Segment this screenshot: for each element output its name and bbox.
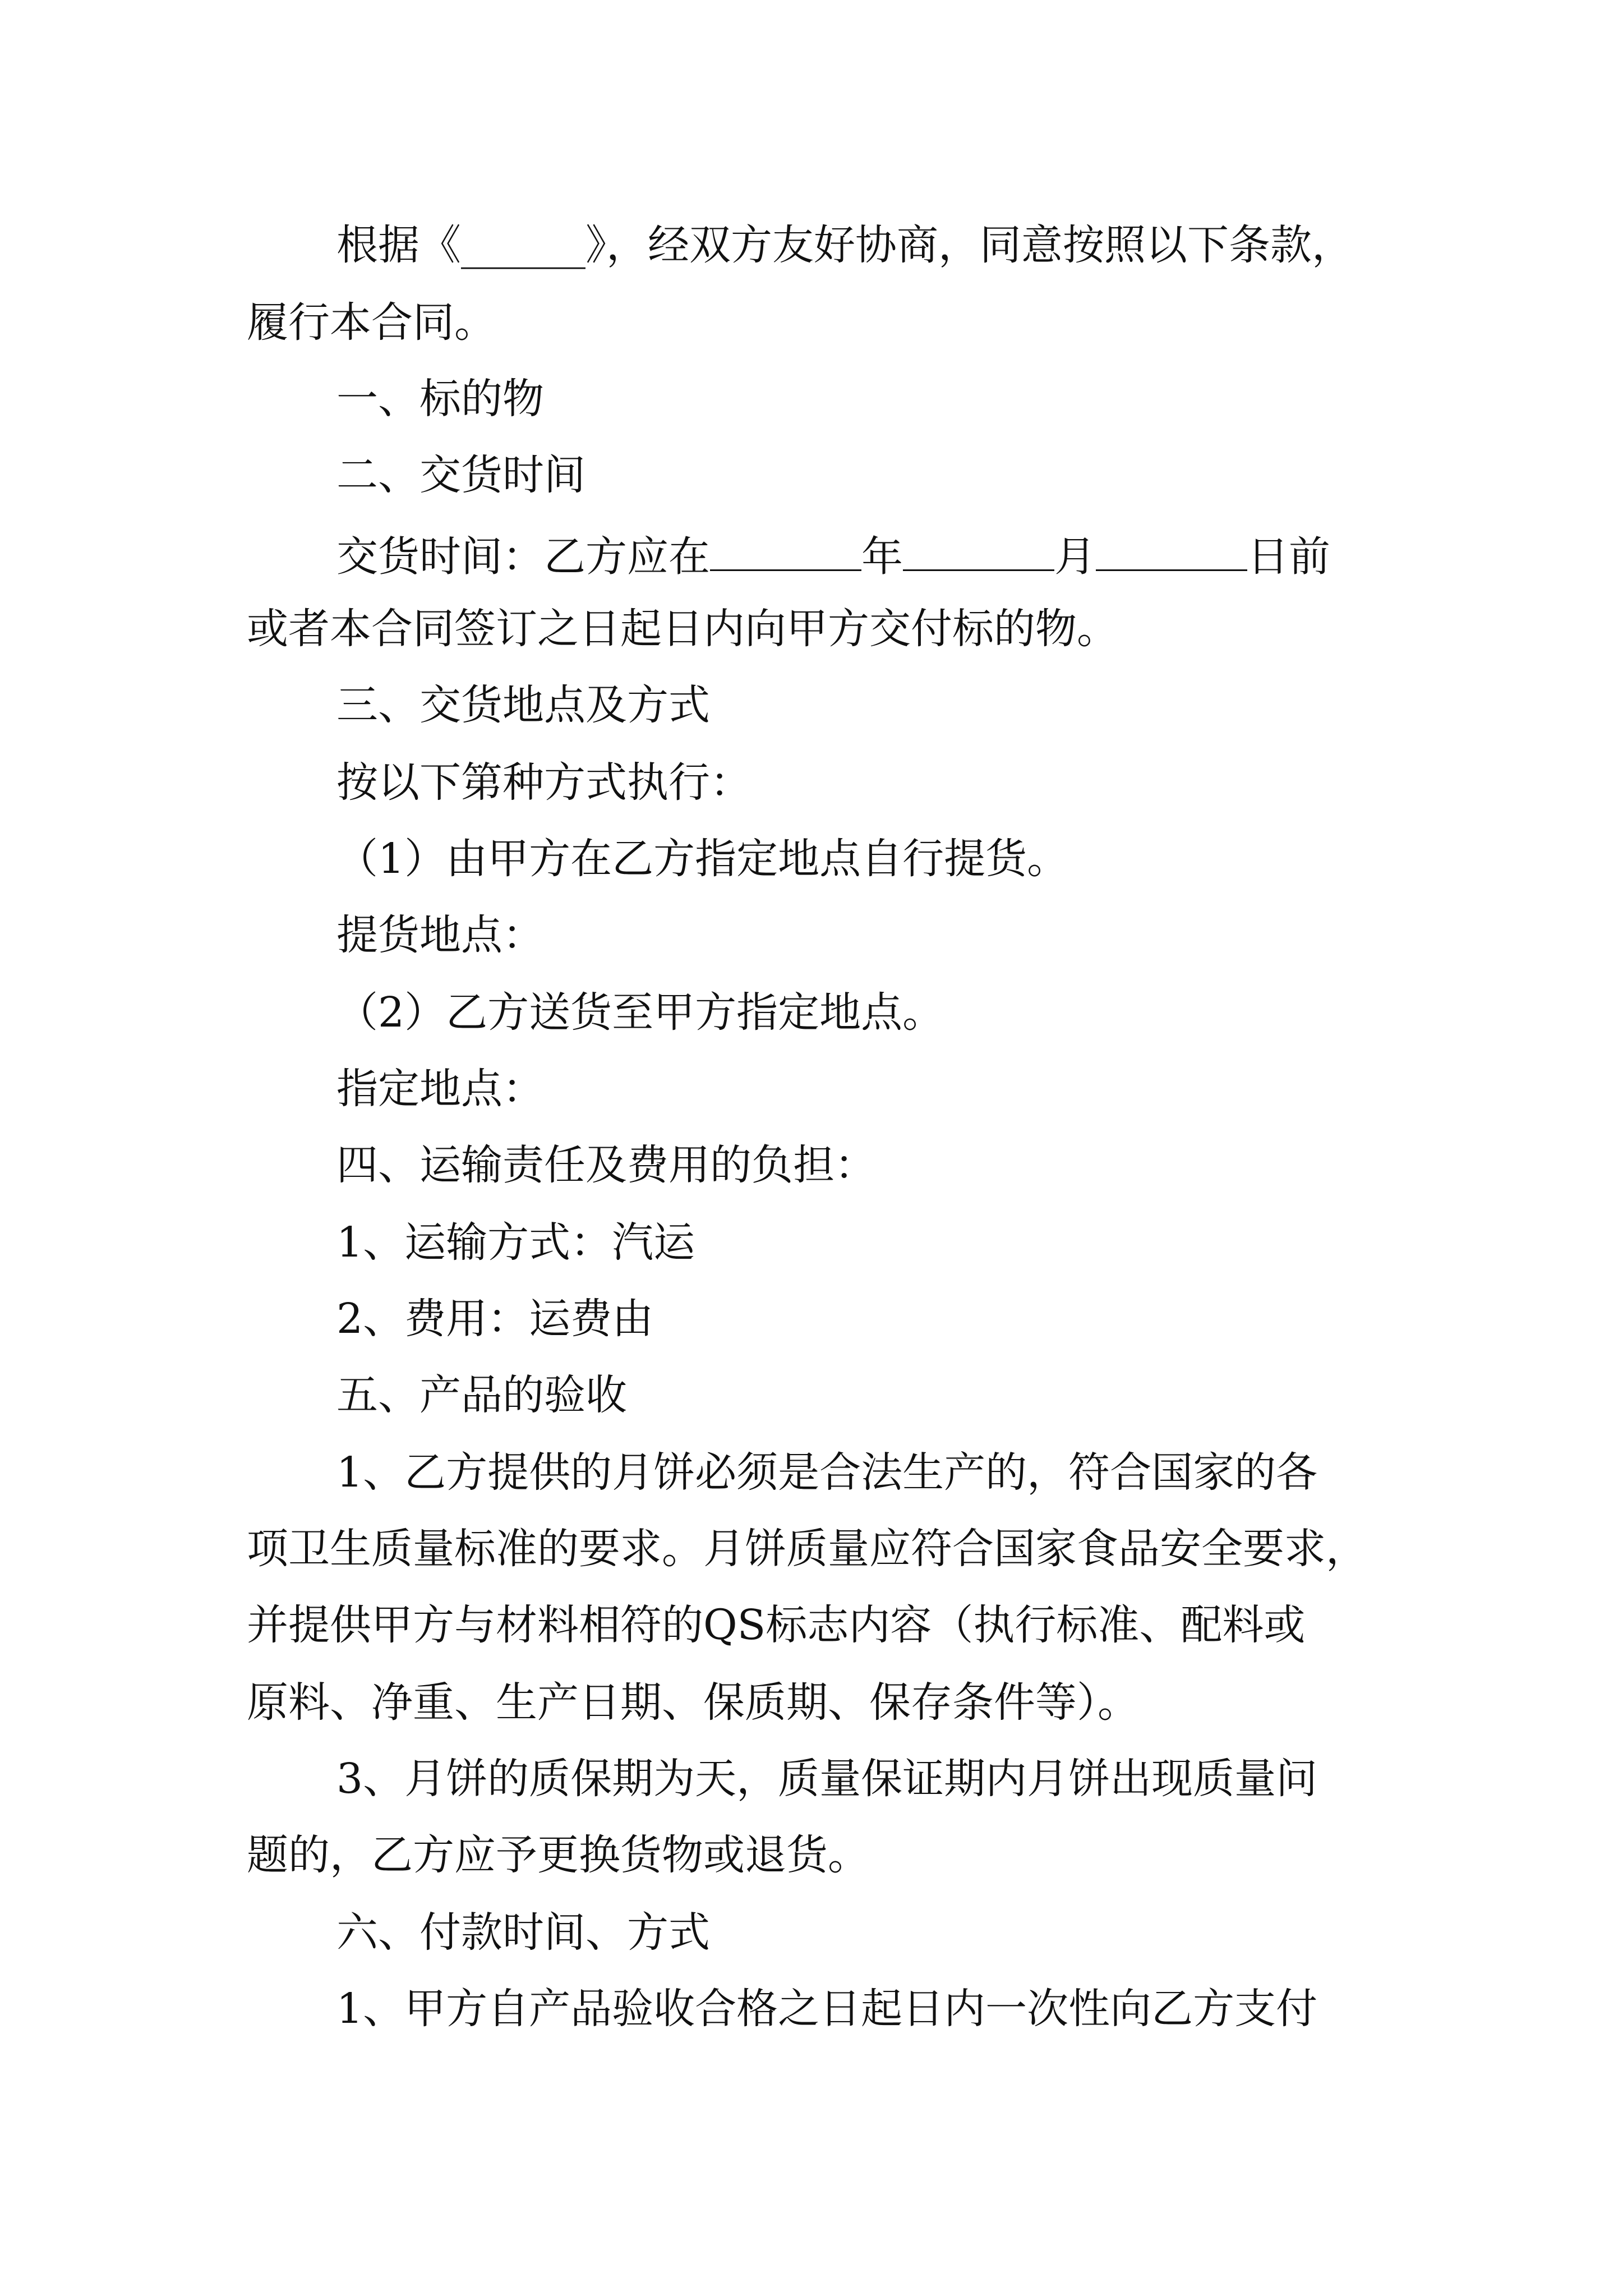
section-heading: 四、运输责任及费用的负担： — [336, 1141, 876, 1189]
paragraph-line: 1、甲方自产品验收合格之日起日内一次性向乙方支付 — [336, 1985, 1318, 2033]
paragraph-line: 1、乙方提供的月饼必须是合法生产的，符合国家的各 — [336, 1448, 1318, 1497]
paragraph-line: 指定地点： — [336, 1065, 544, 1113]
paragraph-line: 或者本合同签订之日起日内向甲方交付标的物。 — [247, 605, 1118, 653]
paragraph-line: 2、费用：运费由 — [336, 1295, 654, 1343]
year-label: 年 — [861, 532, 903, 581]
paragraph-line: 提货地点： — [336, 911, 544, 959]
delivery-time-line — [336, 532, 1330, 581]
paragraph-line: 履行本合同。 — [247, 298, 496, 347]
paragraph-line: 题的，乙方应予更换货物或退货。 — [247, 1831, 869, 1879]
section-heading: 二、交货时间 — [336, 451, 585, 499]
paragraph-line: 1、运输方式：汽运 — [336, 1218, 695, 1267]
paragraph-line: 根据《______》，经双方友好协商，同意按照以下条款， — [336, 221, 1353, 269]
paragraph-line: 3、月饼的质保期为天，质量保证期内月饼出现质量问 — [336, 1755, 1318, 1803]
paragraph-line: 并提供甲方与材料相符的QS标志内容（执行标准、配料或 — [247, 1601, 1306, 1649]
day-label: 日前 — [1247, 532, 1330, 581]
paragraph-line: （2）乙方送货至甲方指定地点。 — [336, 988, 944, 1037]
year-blank — [710, 532, 861, 571]
paragraph-line: 原料、净重、生产日期、保质期、保存条件等）。 — [247, 1678, 1139, 1727]
paragraph-line: 项卫生质量标准的要求。月饼质量应符合国家食品安全要求， — [247, 1525, 1367, 1573]
delivery-time-label: 交货时间：乙方应在 — [336, 532, 710, 581]
day-blank — [1096, 532, 1247, 571]
section-heading: 一、标的物 — [336, 375, 544, 423]
paragraph-line: 按以下第种方式执行： — [336, 758, 751, 807]
month-label: 月 — [1054, 532, 1096, 581]
section-heading: 五、产品的验收 — [336, 1371, 627, 1419]
section-heading: 三、交货地点及方式 — [336, 681, 710, 729]
paragraph-line: （1）由甲方在乙方指定地点自行提货。 — [336, 835, 1069, 883]
section-heading: 六、付款时间、方式 — [336, 1908, 710, 1957]
month-blank — [903, 532, 1054, 571]
